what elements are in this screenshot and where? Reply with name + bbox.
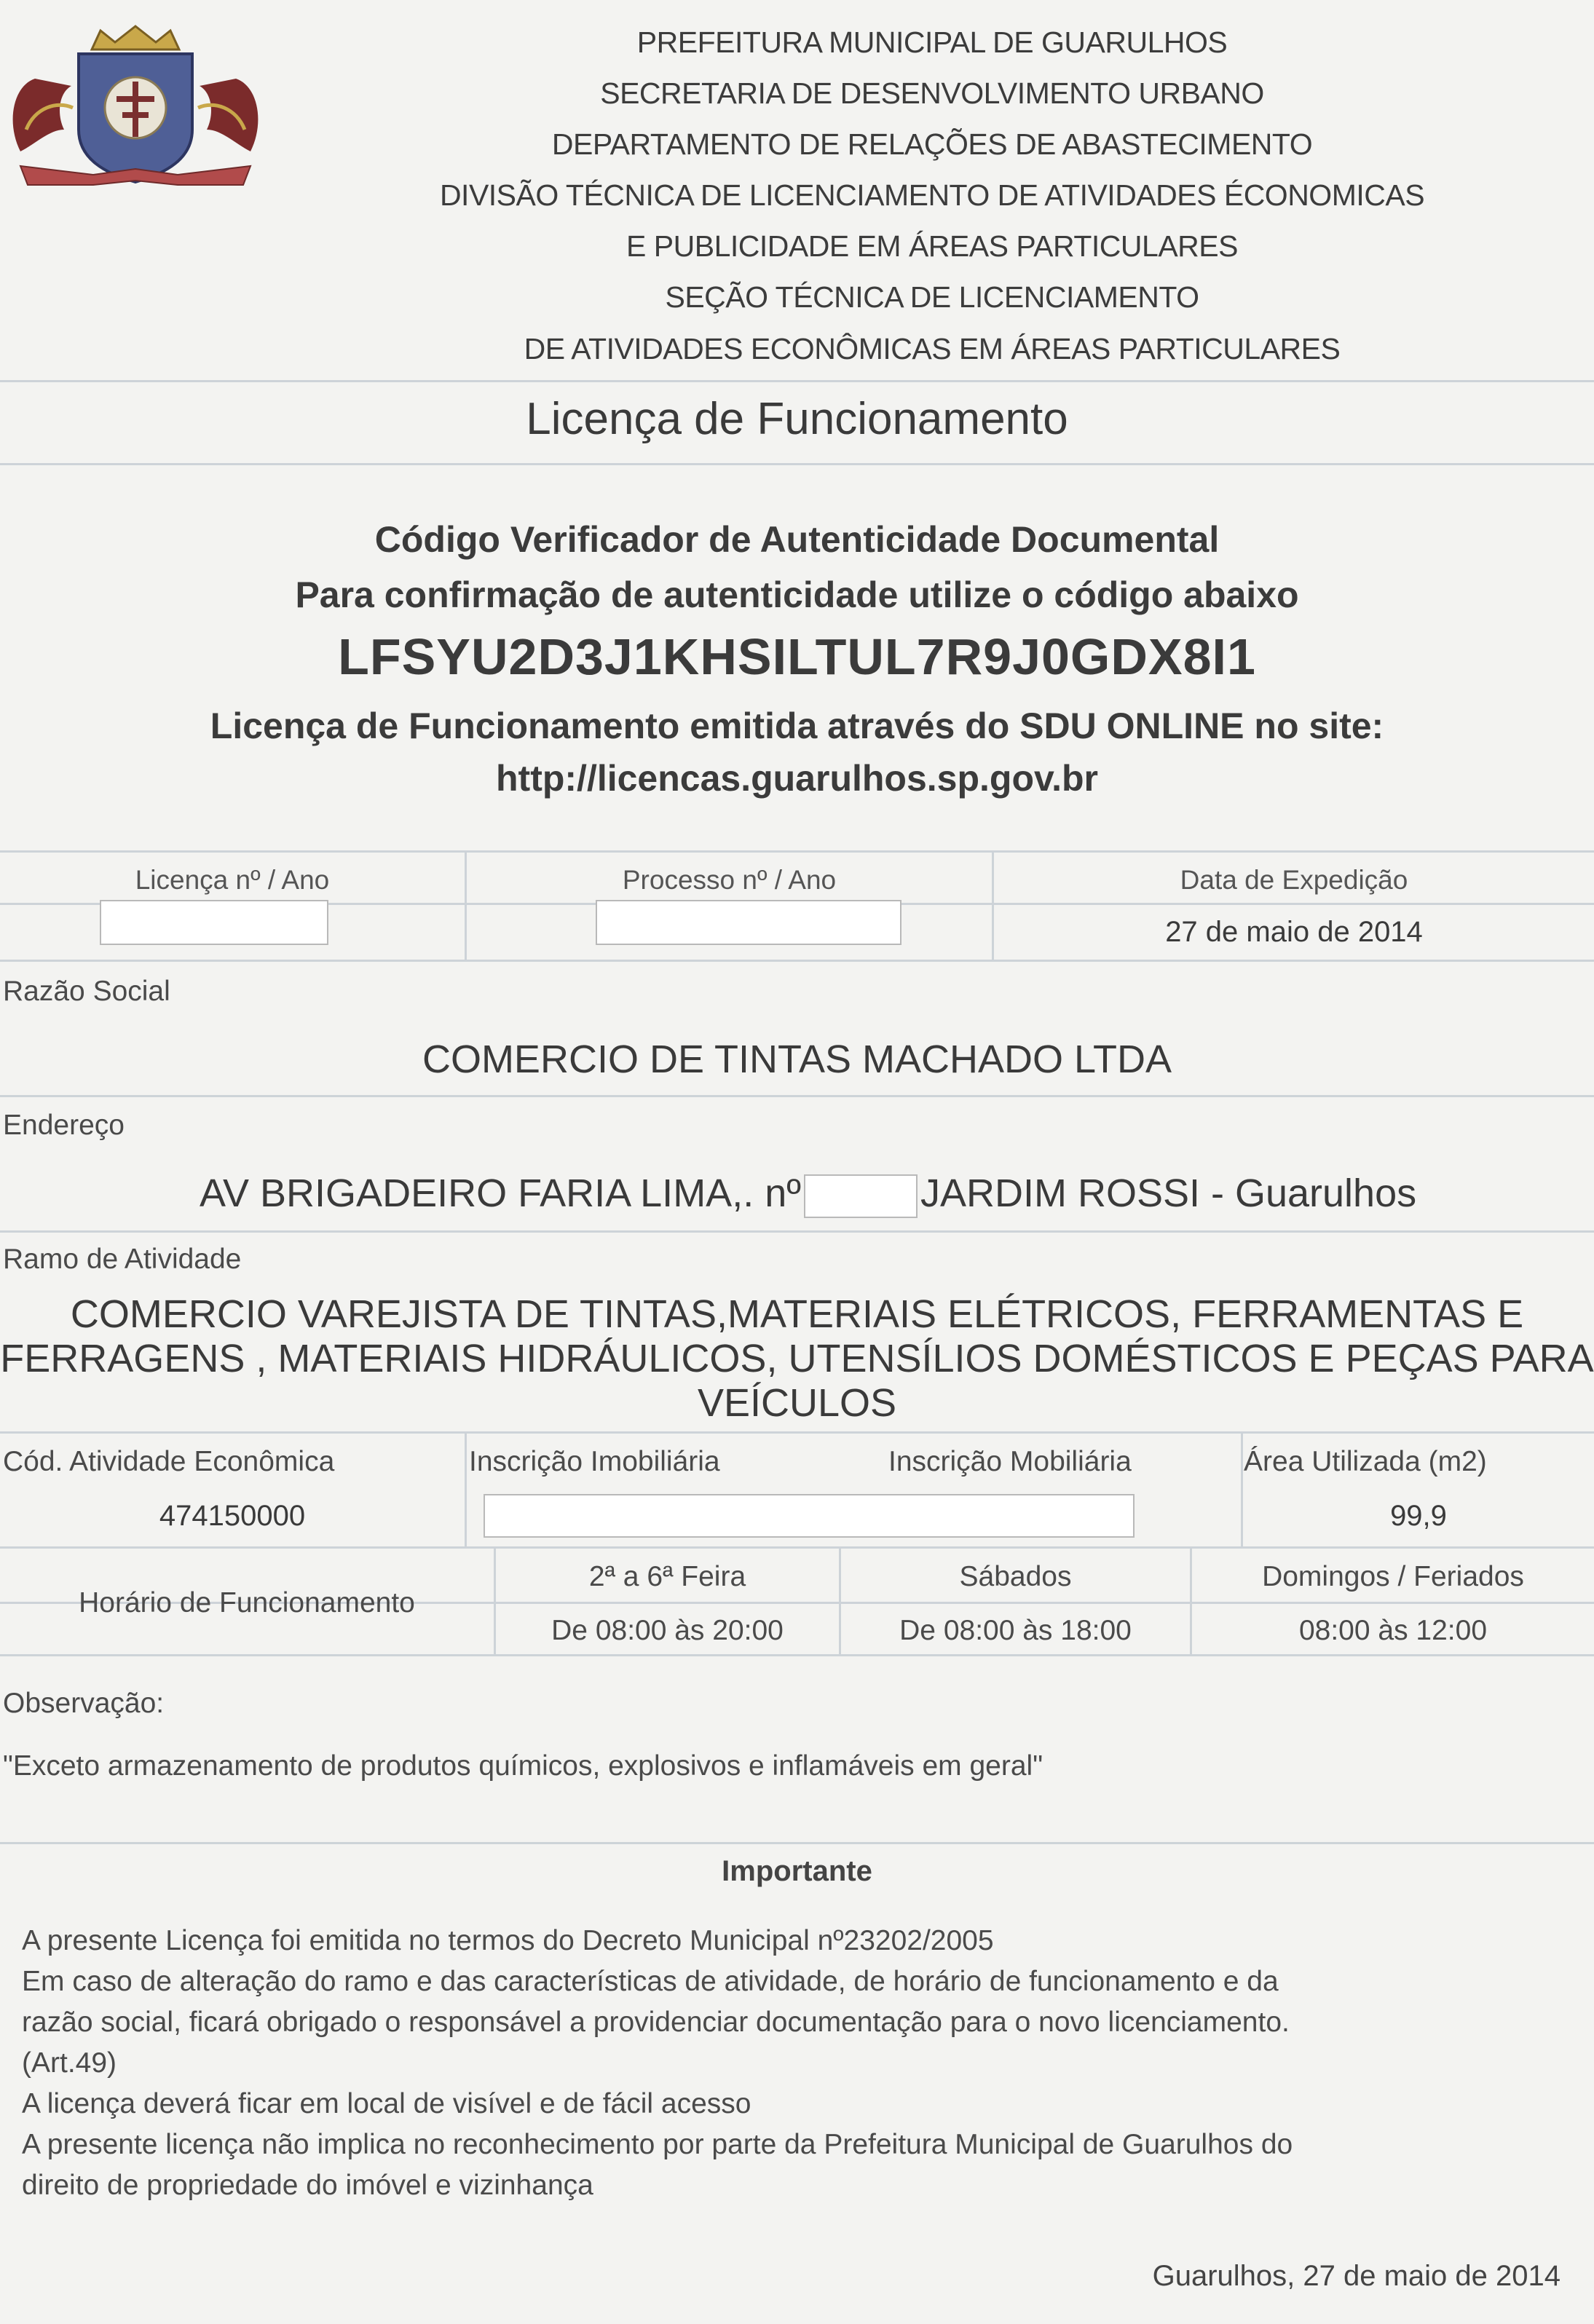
- endereco-street: AV BRIGADEIRO FARIA LIMA,. nº: [200, 1171, 801, 1215]
- saturday-label: Sábados: [959, 1561, 1072, 1592]
- horario-label: Horário de Funcionamento: [79, 1587, 415, 1618]
- header-line-7: DE ATIVIDADES ECONÔMICAS EM ÁREAS PARTICULARES: [524, 332, 1341, 365]
- endereco-value: [200, 1171, 1416, 1218]
- observacao-label: Observação:: [3, 1688, 165, 1719]
- ramo-atividade-label: Ramo de Atividade: [3, 1244, 242, 1275]
- header-line-4: DIVISÃO TÉCNICA DE LICENCIAMENTO DE ATIVIDADES ÉCONOMICAS: [439, 178, 1425, 212]
- razao-social-value: COMERCIO DE TINTAS MACHADO LTDA: [422, 1038, 1172, 1081]
- header-line-5: E PUBLICIDADE EM ÁREAS PARTICULARES: [626, 229, 1238, 263]
- ramo-line-1: COMERCIO VAREJISTA DE TINTAS,MATERIAIS ELÉTRICOS, FERRAMENTAS E: [70, 1292, 1524, 1336]
- weekdays-label: 2ª a 6ª Feira: [588, 1561, 746, 1592]
- issue-date-label: Data de Expedição: [1180, 865, 1408, 895]
- importante-title: Importante: [722, 1855, 872, 1887]
- importante-line-3: razão social, ficará obrigado o responsável a providenciar documentação para o novo licenciamento.: [22, 2007, 1290, 2038]
- coat-of-arms-icon: [6, 20, 265, 188]
- importante-line-4: (Art.49): [22, 2047, 117, 2079]
- issue-date-value: 27 de maio de 2014: [1165, 916, 1423, 948]
- sunday-hours: 08:00 às 12:00: [1298, 1615, 1488, 1646]
- header-line-3: DEPARTAMENTO DE RELAÇÕES DE ABASTECIMENTO: [551, 127, 1313, 161]
- inscricao-mobiliaria-label: Inscrição Mobiliária: [888, 1446, 1132, 1477]
- endereco-number-redacted: [804, 1174, 918, 1218]
- place-date: Guarulhos, 27 de maio de 2014: [1152, 2260, 1561, 2292]
- importante-line-6: A presente licença não implica no reconhecimento por parte da Prefeitura Municipal de Guarulhos do: [22, 2129, 1293, 2160]
- cod-atividade-label: Cód. Atividade Econômica: [3, 1446, 335, 1477]
- sdu-online-note: Licença de Funcionamento emitida através do SDU ONLINE no site:: [210, 706, 1384, 746]
- area-utilizada-value: 99,9: [1390, 1500, 1447, 1532]
- process-number-redacted: [596, 900, 901, 945]
- area-utilizada-label: Área Utilizada (m2): [1244, 1446, 1487, 1477]
- verification-instruction: Para confirmação de autenticidade utilize o código abaixo: [295, 574, 1299, 615]
- razao-social-label: Razão Social: [3, 976, 170, 1007]
- sunday-label: Domingos / Feriados: [1262, 1561, 1524, 1592]
- header-line-2: SECRETARIA DE DESENVOLVIMENTO URBANO: [600, 76, 1264, 110]
- verification-heading: Código Verificador de Autenticidade Documental: [374, 519, 1220, 560]
- importante-line-1: A presente Licença foi emitida no termos do Decreto Municipal nº23202/2005: [22, 1925, 994, 1956]
- cod-atividade-value: 474150000: [159, 1500, 306, 1532]
- observacao-value: "Exceto armazenamento de produtos químicos, explosivos e inflamáveis em geral": [3, 1750, 1043, 1782]
- importante-line-5: A licença deverá ficar em local de visível e de fácil acesso: [22, 2088, 751, 2119]
- document-title: Licença de Funcionamento: [526, 394, 1068, 444]
- verification-code: LFSYU2D3J1KHSILTUL7R9J0GDX8I1: [338, 628, 1256, 685]
- process-number-label: Processo nº / Ano: [622, 865, 837, 895]
- license-number-redacted: [100, 900, 328, 945]
- ramo-line-2: FERRAGENS , MATERIAIS HIDRÁULICOS, UTENSÍLIOS DOMÉSTICOS E PEÇAS PARA: [0, 1337, 1594, 1380]
- ramo-line-3: VEÍCULOS: [697, 1381, 897, 1425]
- endereco-district: JARDIM ROSSI - Guarulhos: [920, 1171, 1417, 1215]
- header-line-6: SEÇÃO TÉCNICA DE LICENCIAMENTO: [665, 280, 1199, 314]
- importante-line-7: direito de propriedade do imóvel e vizinhança: [22, 2170, 593, 2201]
- verification-url: http://licencas.guarulhos.sp.gov.br: [496, 758, 1098, 799]
- license-number-label: Licença nº / Ano: [135, 865, 330, 895]
- inscricoes-redacted: [484, 1494, 1135, 1538]
- header-line-1: PREFEITURA MUNICIPAL DE GUARULHOS: [636, 25, 1228, 59]
- inscricao-imobiliaria-label: Inscrição Imobiliária: [469, 1446, 720, 1477]
- saturday-hours: De 08:00 às 18:00: [899, 1615, 1132, 1646]
- weekdays-hours: De 08:00 às 20:00: [551, 1615, 784, 1646]
- importante-line-2: Em caso de alteração do ramo e das características de atividade, de horário de funcionamento e da: [22, 1966, 1279, 1997]
- endereco-label: Endereço: [3, 1110, 125, 1141]
